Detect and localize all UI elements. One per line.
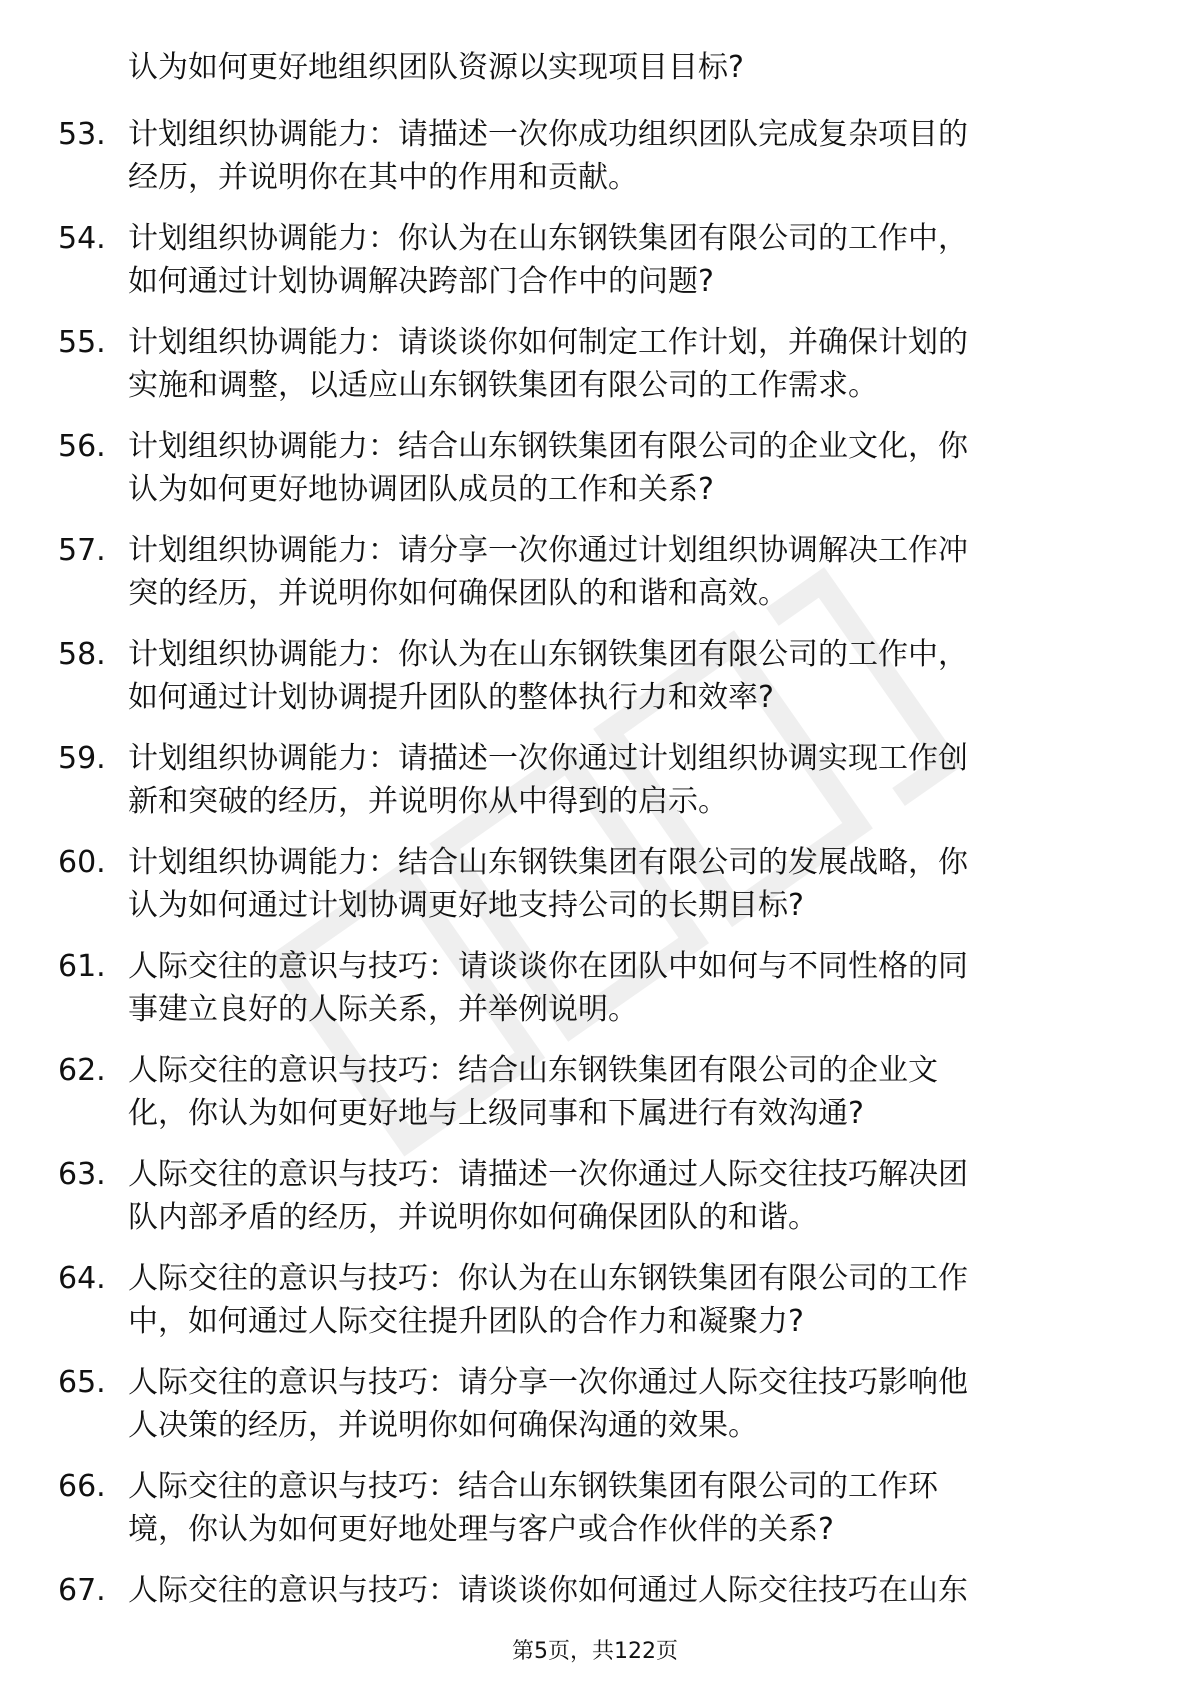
question-line: 人际交往的意识与技巧：请分享一次你通过人际交往技巧影响他 [128, 1365, 968, 1400]
question-line: 如何通过计划协调提升团队的整体执行力和效率? [128, 680, 774, 715]
question-line: 人决策的经历，并说明你如何确保沟通的效果。 [128, 1408, 758, 1443]
list-item [0, 1049, 1190, 1153]
question-text [128, 737, 1113, 823]
question-number: 63. [58, 1157, 106, 1192]
question-line: 认为如何通过计划协调更好地支持公司的长期目标? [128, 888, 804, 923]
question-line: 如何通过计划协调解决跨部门合作中的问题? [128, 264, 714, 299]
question-text [128, 529, 1113, 615]
question-line: 突的经历，并说明你如何确保团队的和谐和高效。 [128, 576, 788, 611]
question-line: 中，如何通过人际交往提升团队的合作力和凝聚力? [128, 1304, 804, 1339]
question-line: 计划组织协调能力：你认为在山东钢铁集团有限公司的工作中， [128, 637, 968, 672]
question-line: 队内部矛盾的经历，并说明你如何确保团队的和谐。 [128, 1200, 818, 1235]
question-line: 人际交往的意识与技巧：请谈谈你在团队中如何与不同性格的同 [128, 949, 968, 984]
list-item [0, 945, 1190, 1049]
question-text [128, 1049, 1113, 1135]
question-number: 54. [58, 221, 106, 256]
list-item [0, 737, 1190, 841]
question-text [128, 1569, 1113, 1612]
list-item [0, 113, 1190, 217]
question-text [128, 321, 1113, 407]
continuation-line: 认为如何更好地组织团队资源以实现项目目标? [128, 50, 744, 85]
question-number: 62. [58, 1053, 106, 1088]
question-number: 55. [58, 325, 106, 360]
question-number: 60. [58, 845, 106, 880]
list-item [0, 217, 1190, 321]
question-number: 67. [58, 1573, 106, 1608]
question-line: 计划组织协调能力：结合山东钢铁集团有限公司的发展战略，你 [128, 845, 968, 880]
question-text [128, 945, 1113, 1031]
question-text [128, 1153, 1113, 1239]
question-line: 人际交往的意识与技巧：结合山东钢铁集团有限公司的工作环 [128, 1469, 938, 1504]
question-text [128, 113, 1113, 199]
list-item [0, 841, 1190, 945]
question-text [128, 1465, 1113, 1551]
question-text [128, 1257, 1113, 1343]
question-number: 61. [58, 949, 106, 984]
list-item [0, 1257, 1190, 1361]
question-line: 化，你认为如何更好地与上级同事和下属进行有效沟通? [128, 1096, 864, 1131]
question-line: 境，你认为如何更好地处理与客户或合作伙伴的关系? [128, 1512, 834, 1547]
question-number: 53. [58, 117, 106, 152]
question-line: 人际交往的意识与技巧：结合山东钢铁集团有限公司的企业文 [128, 1053, 938, 1088]
list-item [0, 1465, 1190, 1569]
question-line: 计划组织协调能力：请描述一次你通过计划组织协调实现工作创 [128, 741, 968, 776]
question-line: 计划组织协调能力：你认为在山东钢铁集团有限公司的工作中， [128, 221, 968, 256]
page-number-footer: 第5页，共122页 [512, 1639, 678, 1664]
question-text [128, 1361, 1113, 1447]
question-line: 计划组织协调能力：请谈谈你如何制定工作计划，并确保计划的 [128, 325, 968, 360]
question-line: 事建立良好的人际关系，并举例说明。 [128, 992, 638, 1027]
question-line: 认为如何更好地协调团队成员的工作和关系? [128, 472, 714, 507]
question-line: 人际交往的意识与技巧：你认为在山东钢铁集团有限公司的工作 [128, 1261, 968, 1296]
list-item [0, 425, 1190, 529]
question-line: 计划组织协调能力：请分享一次你通过计划组织协调解决工作冲 [128, 533, 968, 568]
question-line: 新和突破的经历，并说明你从中得到的启示。 [128, 784, 728, 819]
list-item [0, 1153, 1190, 1257]
list-item [0, 1361, 1190, 1465]
question-number: 66. [58, 1469, 106, 1504]
list-item [0, 633, 1190, 737]
question-number: 56. [58, 429, 106, 464]
question-text [128, 425, 1113, 511]
question-number: 57. [58, 533, 106, 568]
question-number: 65. [58, 1365, 106, 1400]
question-number: 59. [58, 741, 106, 776]
list-item [0, 529, 1190, 633]
question-line: 经历，并说明你在其中的作用和贡献。 [128, 160, 638, 195]
question-line: 人际交往的意识与技巧：请描述一次你通过人际交往技巧解决团 [128, 1157, 968, 1192]
question-text [128, 633, 1113, 719]
list-item [0, 321, 1190, 425]
question-list [0, 113, 1190, 1673]
question-number: 58. [58, 637, 106, 672]
question-line: 计划组织协调能力：请描述一次你成功组织团队完成复杂项目的 [128, 117, 968, 152]
question-text [128, 841, 1113, 927]
question-line: 人际交往的意识与技巧：请谈谈你如何通过人际交往技巧在山东 [128, 1573, 968, 1608]
question-line: 实施和调整，以适应山东钢铁集团有限公司的工作需求。 [128, 368, 878, 403]
question-number: 64. [58, 1261, 106, 1296]
question-line: 计划组织协调能力：结合山东钢铁集团有限公司的企业文化，你 [128, 429, 968, 464]
question-text [128, 217, 1113, 303]
